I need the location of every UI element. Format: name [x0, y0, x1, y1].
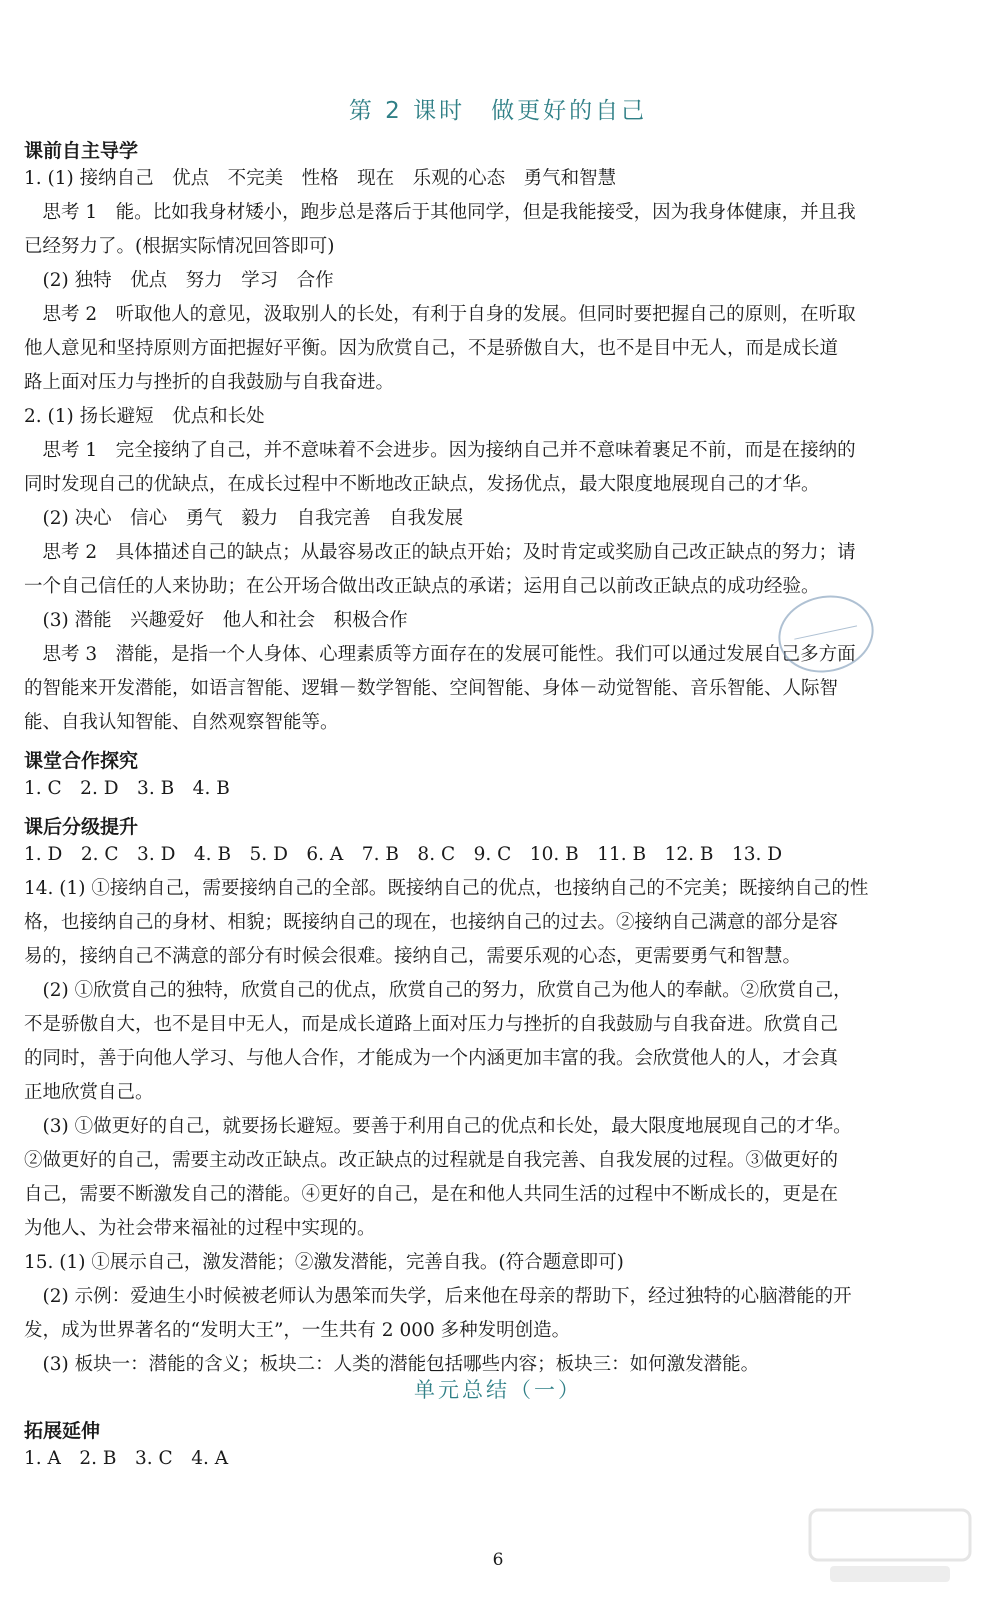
watermark-logo-icon [800, 1500, 980, 1590]
section-extension: 拓展延伸 [24, 1420, 101, 1442]
text-line: 的同时，善于向他人学习、与他人合作，才能成为一个内涵更加丰富的我。会欣赏他人的人，才会真 [24, 1048, 839, 1069]
text-line: (3) 板块一：潜能的含义；板块二：人类的潜能包括哪些内容；板块三：如何激发潜能。 [24, 1354, 760, 1375]
text-line: 正地欣赏自己。 [24, 1082, 154, 1103]
text-line: 的智能来开发潜能，如语言智能、逻辑－数学智能、空间智能、身体－动觉智能、音乐智能、人际智 [24, 678, 839, 699]
text-line: 为他人、为社会带来福祉的过程中实现的。 [24, 1218, 376, 1239]
text-line: 思考 1 能。比如我身材矮小，跑步总是落后于其他同学，但是我能接受，因为我身体健康，并且我 [24, 202, 856, 223]
text-line: (2) 示例：爱迪生小时候被老师认为愚笨而失学，后来他在母亲的帮助下，经过独特的心脑潜能的开 [24, 1286, 852, 1307]
extension-answers: 1. A 2. B 3. C 4. A [24, 1448, 229, 1469]
text-line: 同时发现自己的优缺点，在成长过程中不断地改正缺点，发扬优点，最大限度地展现自己的才华。 [24, 474, 820, 495]
lesson-topic: 做更好的自己 [491, 98, 648, 124]
lesson-title [0, 92, 996, 125]
stamp-seal [771, 587, 881, 681]
unit-summary-heading: 单元总结（一） [414, 1378, 582, 1402]
text-line: (2) 决心 信心 勇气 毅力 自我完善 自我发展 [24, 508, 464, 529]
text-line: ②做更好的自己，需要主动改正缺点。改正缺点的过程就是自我完善、自我发展的过程。③做更好的 [24, 1150, 839, 1171]
text-line: 自己，需要不断激发自己的潜能。④更好的自己，是在和他人共同生活的过程中不断成长的，更是在 [24, 1184, 839, 1205]
text-line: 一个自己信任的人来协助；在公开场合做出改正缺点的承诺；运用自己以前改正缺点的成功经验。 [24, 576, 820, 597]
text-line: (3) 潜能 兴趣爱好 他人和社会 积极合作 [24, 610, 408, 631]
text-line: 路上面对压力与挫折的自我鼓励与自我奋进。 [24, 372, 395, 393]
text-line: 15. (1) ①展示自己，激发潜能；②激发潜能，完善自我。(符合题意即可) [24, 1252, 624, 1273]
text-line: 发，成为世界著名的“发明大王”，一生共有 2 000 多种发明创造。 [24, 1320, 571, 1341]
section-pre-study: 课前自主导学 [24, 140, 139, 162]
text-line: 14. (1) ①接纳自己，需要接纳自己的全部。既接纳自己的优点，也接纳自己的不完美；既接纳自己的性 [24, 878, 869, 899]
text-line: 他人意见和坚持原则方面把握好平衡。因为欣赏自己，不是骄傲自大，也不是目中无人，而是成长道 [24, 338, 839, 359]
text-line: 2. (1) 扬长避短 优点和长处 [24, 406, 265, 427]
text-line: (2) ①欣赏自己的独特，欣赏自己的优点，欣赏自己的努力，欣赏自己为他人的奉献。②欣赏自己， [24, 980, 852, 1001]
text-line: (3) ①做更好的自己，就要扬长避短。要善于利用自己的优点和长处，最大限度地展现自己的才华。 [24, 1116, 852, 1137]
text-line: 易的，接纳自己不满意的部分有时候会很难。接纳自己，需要乐观的心态，更需要勇气和智慧。 [24, 946, 802, 967]
text-line: 已经努力了。(根据实际情况回答即可) [24, 236, 335, 257]
text-line: 思考 3 潜能，是指一个人身体、心理素质等方面存在的发展可能性。我们可以通过发展自己多方面 [24, 644, 856, 665]
text-line: 1. D 2. C 3. D 4. B 5. D 6. A 7. B 8. C 9. C 10. B 11. B 12. B 13. D [24, 844, 783, 865]
section-after-class: 课后分级提升 [24, 816, 139, 838]
page-number: 6 [492, 1550, 504, 1570]
text-line: (2) 独特 优点 努力 学习 合作 [24, 270, 334, 291]
text-line: 思考 2 听取他人的意见，汲取别人的长处，有利于自身的发展。但同时要把握自己的原则，在听取 [24, 304, 856, 325]
classroom-answers: 1. C 2. D 3. B 4. B [24, 778, 230, 799]
text-line: 思考 1 完全接纳了自己，并不意味着不会进步。因为接纳自己并不意味着裹足不前，而是在接纳的 [24, 440, 856, 461]
lesson-number: 第 2 课时 [348, 98, 466, 124]
text-line: 能、自我认知智能、自然观察智能等。 [24, 712, 339, 733]
text-line: 1. (1) 接纳自己 优点 不完美 性格 现在 乐观的心态 勇气和智慧 [24, 168, 617, 189]
text-line: 格，也接纳自己的身材、相貌；既接纳自己的现在，也接纳自己的过去。②接纳自己满意的部分是容 [24, 912, 839, 933]
text-line: 不是骄傲自大，也不是目中无人，而是成长道路上面对压力与挫折的自我鼓励与自我奋进。欣赏自己 [24, 1014, 839, 1035]
section-classroom: 课堂合作探究 [24, 750, 139, 772]
text-line: 思考 2 具体描述自己的缺点；从最容易改正的缺点开始；及时肯定或奖励自己改正缺点的努力；请 [24, 542, 856, 563]
